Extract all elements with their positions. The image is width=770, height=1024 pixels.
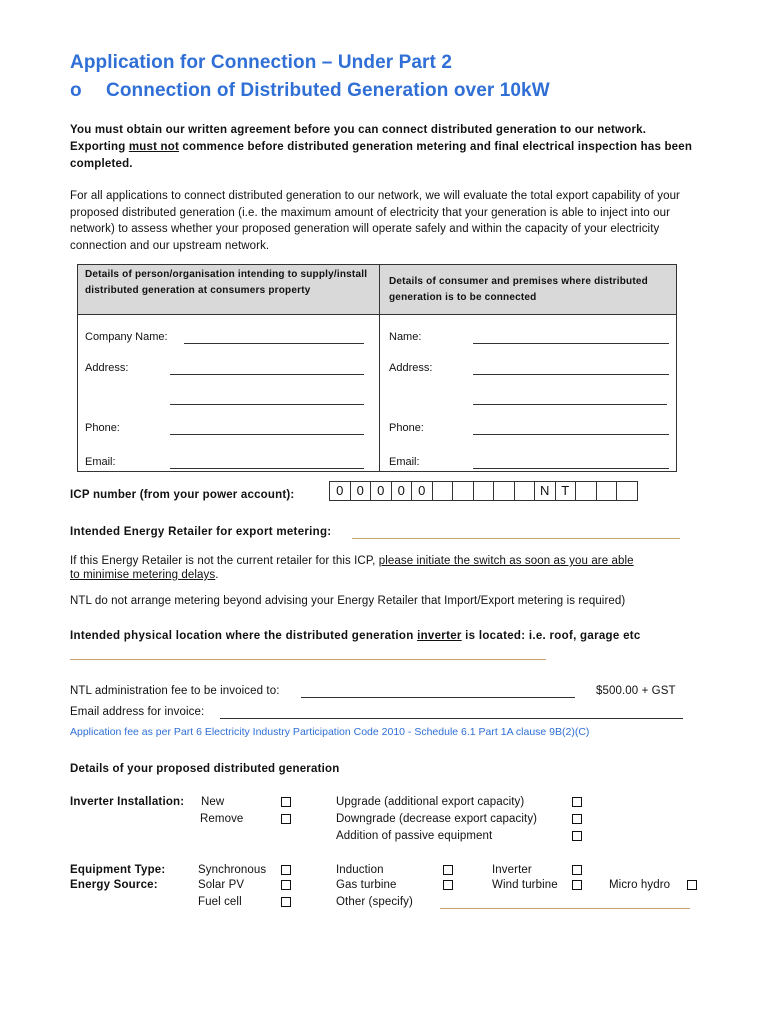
icp-digit-box[interactable]: [473, 481, 495, 501]
option-gas-turbine-checkbox[interactable]: [443, 880, 453, 890]
equipment-type-label: Equipment Type:: [70, 864, 166, 876]
option-synchronous-checkbox[interactable]: [281, 865, 291, 875]
installer-email-field[interactable]: [170, 468, 364, 469]
icp-digit-box[interactable]: 0: [411, 481, 433, 501]
notice-text-a: You must obtain our written agreement before you can connect distributed generation to our network. Exporting: [70, 124, 647, 153]
icp-digit-box[interactable]: [616, 481, 638, 501]
consumer-email-label: Email:: [389, 456, 420, 468]
option-downgrade-checkbox[interactable]: [572, 814, 582, 824]
option-synchronous-label: Synchronous: [198, 864, 267, 876]
icp-digit-box[interactable]: 0: [370, 481, 392, 501]
form-subtitle: [70, 80, 550, 102]
icp-label: ICP number (from your power account):: [70, 489, 295, 501]
installer-email-label: Email:: [85, 456, 116, 468]
retailer-field[interactable]: [352, 538, 680, 539]
option-fuel-cell-checkbox[interactable]: [281, 897, 291, 907]
option-solar-pv-label: Solar PV: [198, 879, 245, 891]
consumer-address-label: Address:: [389, 362, 433, 374]
fee-amount: $500.00 + GST: [596, 685, 676, 697]
location-field[interactable]: [70, 659, 546, 660]
option-upgrade-label: Upgrade (additional export capacity): [336, 796, 525, 808]
option-remove-label: Remove: [200, 813, 244, 825]
installer-phone-field[interactable]: [170, 434, 364, 435]
retailer-label: Intended Energy Retailer for export metering:: [70, 526, 332, 538]
option-other-label: Other (specify): [336, 896, 413, 908]
option-other-specify-field[interactable]: [440, 908, 690, 909]
option-new-checkbox[interactable]: [281, 797, 291, 807]
installer-address-label: Address:: [85, 362, 129, 374]
subtitle-text: Connection of Distributed Generation over 10kW: [106, 80, 550, 101]
switch-text-a: If this Energy Retailer is not the current retailer for this ICP,: [70, 555, 379, 567]
option-fuel-cell-label: Fuel cell: [198, 896, 242, 908]
option-gas-turbine-label: Gas turbine: [336, 879, 397, 891]
icp-number-boxes: [330, 481, 638, 501]
icp-digit-box[interactable]: [514, 481, 536, 501]
option-induction-checkbox[interactable]: [443, 865, 453, 875]
energy-source-label: Energy Source:: [70, 879, 158, 891]
notice-text-b: commence before distributed generation metering and final electrical inspection has been completed.: [70, 141, 693, 170]
consumer-name-label: Name:: [389, 331, 422, 343]
option-solar-pv-checkbox[interactable]: [281, 880, 291, 890]
option-wind-turbine-checkbox[interactable]: [572, 880, 582, 890]
option-wind-turbine-label: Wind turbine: [492, 879, 558, 891]
icp-digit-box[interactable]: [575, 481, 597, 501]
company-name-label: Company Name:: [85, 331, 168, 343]
icp-digit-box[interactable]: [432, 481, 454, 501]
consumer-email-field[interactable]: [473, 468, 669, 469]
generation-details-heading: Details of your proposed distributed generation: [70, 763, 340, 775]
retailer-switch-note: [70, 554, 710, 582]
right-header: Details of consumer and premises where distributed generation is to be connected: [389, 276, 648, 303]
location-text-a: Intended physical location where the distributed generation: [70, 630, 418, 642]
option-passive-checkbox[interactable]: [572, 831, 582, 841]
consumer-phone-field[interactable]: [473, 434, 669, 435]
switch-text-underlined-2: to minimise metering delays: [70, 569, 216, 581]
option-new-label: New: [201, 796, 225, 808]
option-micro-hydro-checkbox[interactable]: [687, 880, 697, 890]
left-header: Details of person/organisation intending to supply/install distributed generation at consumers property: [85, 269, 368, 296]
fee-invoice-label: NTL administration fee to be invoiced to:: [70, 685, 280, 697]
table-divider: [379, 265, 380, 471]
notice-text-underlined: must not: [128, 141, 180, 153]
switch-text-underlined-1: please initiate the switch as soon as you are able: [378, 555, 634, 567]
option-inverter-checkbox[interactable]: [572, 865, 582, 875]
icp-digit-box[interactable]: 0: [329, 481, 351, 501]
location-label: [70, 630, 641, 642]
icp-digit-box[interactable]: 0: [350, 481, 372, 501]
inverter-installation-label: Inverter Installation:: [70, 796, 185, 808]
installer-phone-label: Phone:: [85, 422, 120, 434]
written-agreement-notice: [70, 122, 700, 173]
bullet-glyph: o: [70, 80, 82, 101]
ntl-metering-note: NTL do not arrange metering beyond advising your Energy Retailer that Import/Export metering is required): [70, 595, 626, 607]
icp-digit-box[interactable]: [452, 481, 474, 501]
consumer-address-field-1[interactable]: [473, 374, 669, 375]
evaluation-paragraph: For all applications to connect distributed generation to our network, we will evaluate the total export capability of your proposed distributed generation (i.e. the maximum amount of electricity that your generation is able to inject into our network) to assess whether your proposed generation will operate safely and within the capacity of your electricity connection and our upstream network.: [70, 190, 680, 252]
option-induction-label: Induction: [336, 864, 384, 876]
company-name-field[interactable]: [184, 343, 364, 344]
consumer-name-field[interactable]: [473, 343, 669, 344]
option-downgrade-label: Downgrade (decrease export capacity): [336, 813, 538, 825]
invoice-email-label: Email address for invoice:: [70, 706, 205, 718]
switch-text-b: .: [215, 569, 219, 581]
option-upgrade-checkbox[interactable]: [572, 797, 582, 807]
invoice-email-field[interactable]: [220, 718, 683, 719]
icp-digit-box[interactable]: N: [534, 481, 556, 501]
icp-digit-box[interactable]: T: [555, 481, 577, 501]
option-remove-checkbox[interactable]: [281, 814, 291, 824]
fee-invoice-field[interactable]: [301, 697, 575, 698]
details-table: [77, 264, 677, 472]
option-micro-hydro-label: Micro hydro: [609, 879, 671, 891]
installer-address-field-1[interactable]: [170, 374, 364, 375]
icp-digit-box[interactable]: [596, 481, 618, 501]
icp-digit-box[interactable]: [493, 481, 515, 501]
location-text-b: is located: i.e. roof, garage etc: [461, 630, 641, 642]
location-text-underlined: inverter: [417, 630, 462, 642]
consumer-phone-label: Phone:: [389, 422, 424, 434]
option-inverter-label: Inverter: [492, 864, 532, 876]
installer-address-field-2[interactable]: [170, 404, 364, 405]
option-passive-label: Addition of passive equipment: [336, 830, 493, 842]
consumer-address-field-2[interactable]: [473, 404, 667, 405]
form-title: Application for Connection – Under Part 2: [70, 52, 453, 73]
icp-digit-box[interactable]: 0: [391, 481, 413, 501]
application-fee-note: Application fee as per Part 6 Electricity Industry Participation Code 2010 - Schedule 6.1 Part 1A clause 9B(2)(C): [70, 726, 590, 738]
